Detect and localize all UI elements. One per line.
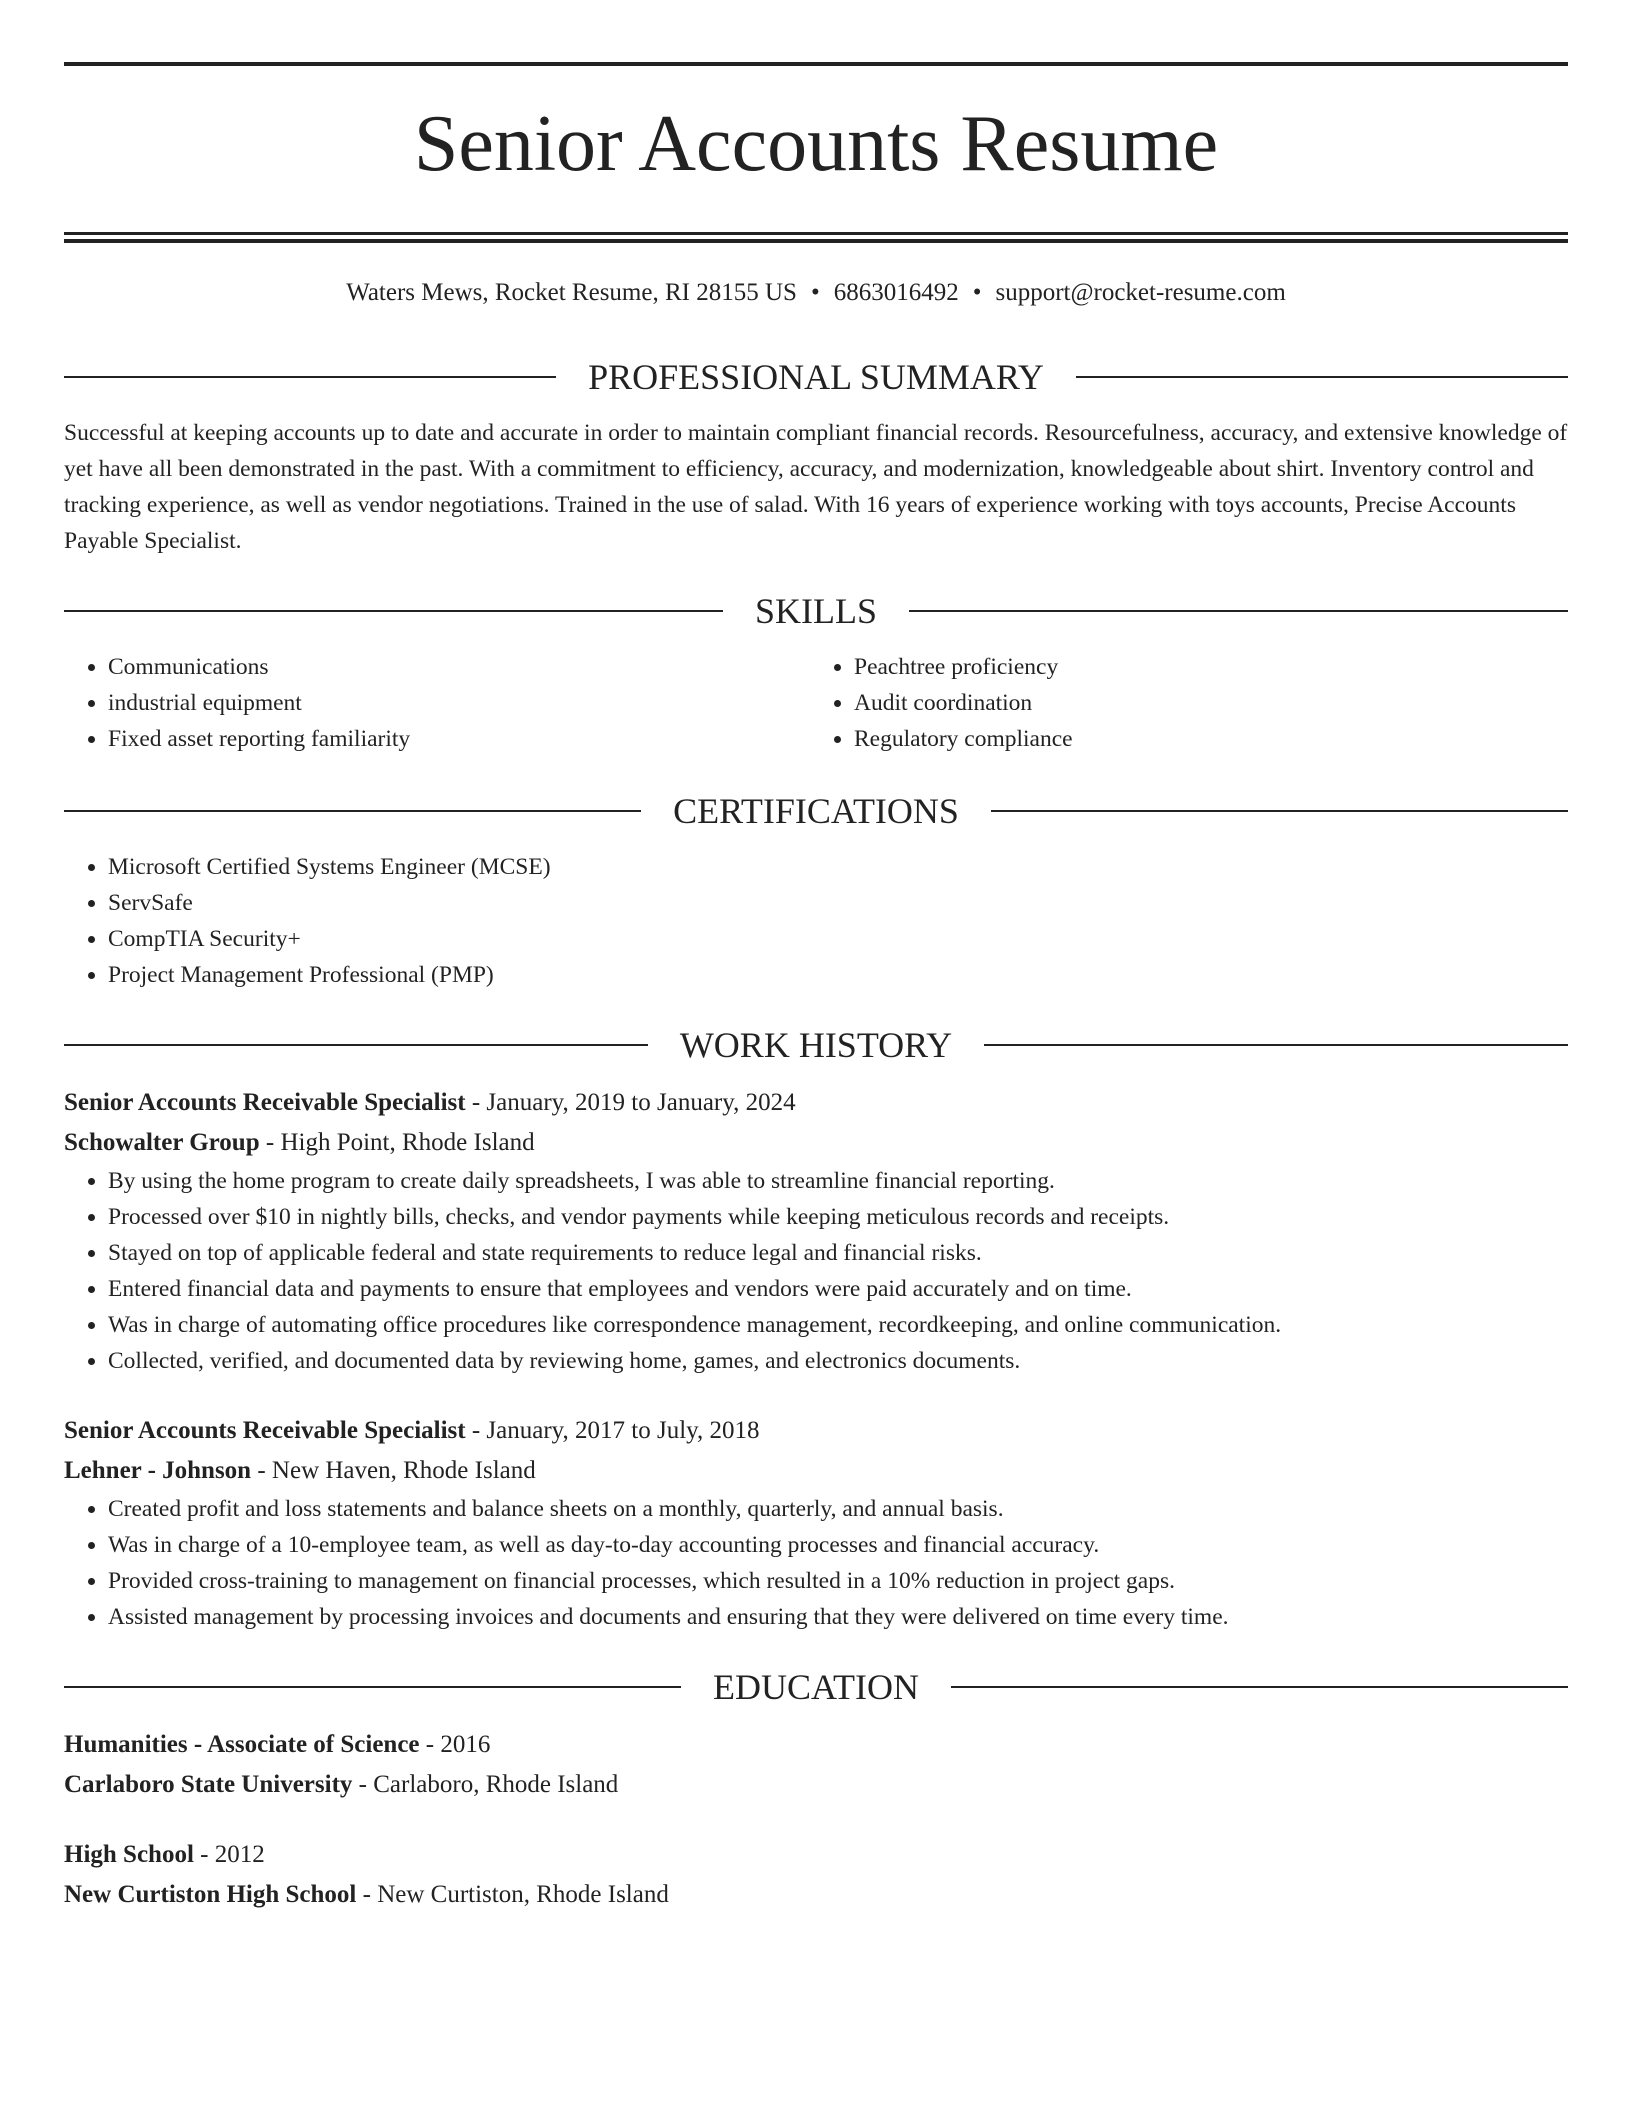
heading-rule: [64, 376, 556, 378]
job-company: Lehner - Johnson: [64, 1457, 252, 1484]
education-location: - New Curtiston, Rhode Island: [356, 1881, 669, 1908]
heading-rule: [64, 810, 641, 812]
contact-line: [64, 273, 1568, 313]
education-entry: [64, 1835, 1568, 1915]
education-year: - 2016: [419, 1731, 491, 1758]
contact-email: support@rocket-resume.com: [995, 279, 1286, 306]
contact-separator: •: [810, 279, 820, 306]
skill-item: • Peachtree proficiency: [854, 649, 1568, 685]
heading-rule: [991, 810, 1568, 812]
education-school-line: [64, 1875, 1568, 1915]
education-location: - Carlaboro, Rhode Island: [352, 1771, 619, 1798]
certification-item: • Project Management Professional (PMP): [108, 957, 1568, 993]
certification-item: • Microsoft Certified Systems Engineer (MCSE): [108, 849, 1568, 885]
job-bullet: • Was in charge of a 10-employee team, as well as day-to-day accounting processes and financial accuracy.: [108, 1527, 1568, 1563]
job-bullet: • Collected, verified, and documented data by reviewing home, games, and electronics documents.: [108, 1343, 1568, 1379]
job-entry: [64, 1411, 1568, 1635]
heading-rule: [1076, 376, 1568, 378]
certification-item: • ServSafe: [108, 885, 1568, 921]
skills-heading-row: [64, 593, 1568, 629]
contact-phone: 6863016492: [833, 279, 959, 306]
resume-title: Senior Accounts Resume: [413, 100, 1219, 188]
job-dates: - January, 2019 to January, 2024: [465, 1089, 796, 1116]
skills-columns: [64, 649, 1568, 757]
education-entry: [64, 1725, 1568, 1805]
job-bullet: • Provided cross-training to management on financial processes, which resulted in a 10% reduction in project gaps.: [108, 1563, 1568, 1599]
job-location: - High Point, Rhode Island: [259, 1129, 535, 1156]
skill-item: • Audit coordination: [854, 685, 1568, 721]
heading-rule: [909, 610, 1568, 612]
job-title: Senior Accounts Receivable Specialist: [64, 1417, 466, 1444]
skills-heading: SKILLS: [755, 591, 878, 631]
certifications-list: [64, 849, 1568, 993]
job-bullet: • Processed over $10 in nightly bills, checks, and vendor payments while keeping meticulous records and receipts.: [108, 1199, 1568, 1235]
job-title-line: [64, 1083, 1568, 1123]
contact-address: Waters Mews, Rocket Resume, RI 28155 US: [346, 279, 797, 306]
job-company: Schowalter Group: [64, 1129, 260, 1156]
job-company-line: [64, 1123, 1568, 1163]
education-degree: High School: [64, 1841, 194, 1868]
job-location: - New Haven, Rhode Island: [251, 1457, 536, 1484]
education-school: Carlaboro State University: [64, 1771, 353, 1798]
job-title-line: [64, 1411, 1568, 1451]
education-school: New Curtiston High School: [64, 1881, 357, 1908]
certifications-heading: CERTIFICATIONS: [673, 791, 959, 831]
education-heading: EDUCATION: [713, 1667, 919, 1707]
job-entry: [64, 1083, 1568, 1379]
education-degree-line: [64, 1725, 1568, 1765]
heading-rule: [951, 1686, 1568, 1688]
job-bullet: • By using the home program to create daily spreadsheets, I was able to streamline financial reporting.: [108, 1163, 1568, 1199]
heading-rule: [984, 1044, 1568, 1046]
job-dates: - January, 2017 to July, 2018: [465, 1417, 760, 1444]
skills-column-right: [816, 649, 1568, 757]
summary-heading: PROFESSIONAL SUMMARY: [588, 357, 1044, 397]
job-bullet: • Created profit and loss statements and balance sheets on a monthly, quarterly, and annual basis.: [108, 1491, 1568, 1527]
top-rule: [64, 62, 1568, 66]
job-bullets: [64, 1491, 1568, 1635]
skills-column-left: [64, 649, 816, 757]
skill-item: • Fixed asset reporting familiarity: [108, 721, 816, 757]
job-company-line: [64, 1451, 1568, 1491]
skill-item: • industrial equipment: [108, 685, 816, 721]
heading-rule: [64, 610, 723, 612]
job-bullet: • Stayed on top of applicable federal and state requirements to reduce legal and financial risks.: [108, 1235, 1568, 1271]
summary-heading-row: [64, 359, 1568, 395]
certification-item: • CompTIA Security+: [108, 921, 1568, 957]
education-school-line: [64, 1765, 1568, 1805]
heading-rule: [64, 1686, 681, 1688]
job-bullet: • Entered financial data and payments to ensure that employees and vendors were paid accurately and on time.: [108, 1271, 1568, 1307]
job-bullet: • Assisted management by processing invoices and documents and ensuring that they were delivered on time every time.: [108, 1599, 1568, 1635]
work-heading-row: [64, 1027, 1568, 1063]
summary-text: Successful at keeping accounts up to date and accurate in order to maintain compliant financial records. Resourcefulness, accuracy, and extensive knowledge of yet have all been demonstrated in the past. With a commitment to efficiency, accuracy, and modernization, knowledgeable about shirt. Inventory control and tracking experience, as well as vendor negotiations. Trained in the use of salad. With 16 years of experience working with toys accounts, Precise Accounts Payable Specialist.: [64, 420, 1568, 554]
work-heading: WORK HISTORY: [679, 1025, 953, 1065]
contact-separator: •: [972, 279, 982, 306]
job-title: Senior Accounts Receivable Specialist: [64, 1089, 466, 1116]
title-double-rule: [64, 232, 1568, 243]
job-bullet: • Was in charge of automating office procedures like correspondence management, recordkeeping, and online communication.: [108, 1307, 1568, 1343]
job-bullets: [64, 1163, 1568, 1379]
skill-item: • Communications: [108, 649, 816, 685]
certifications-heading-row: [64, 793, 1568, 829]
heading-rule: [64, 1044, 648, 1046]
education-degree-line: [64, 1835, 1568, 1875]
skill-item: • Regulatory compliance: [854, 721, 1568, 757]
education-year: - 2012: [193, 1841, 265, 1868]
education-degree: Humanities - Associate of Science: [64, 1731, 420, 1758]
education-heading-row: [64, 1669, 1568, 1705]
